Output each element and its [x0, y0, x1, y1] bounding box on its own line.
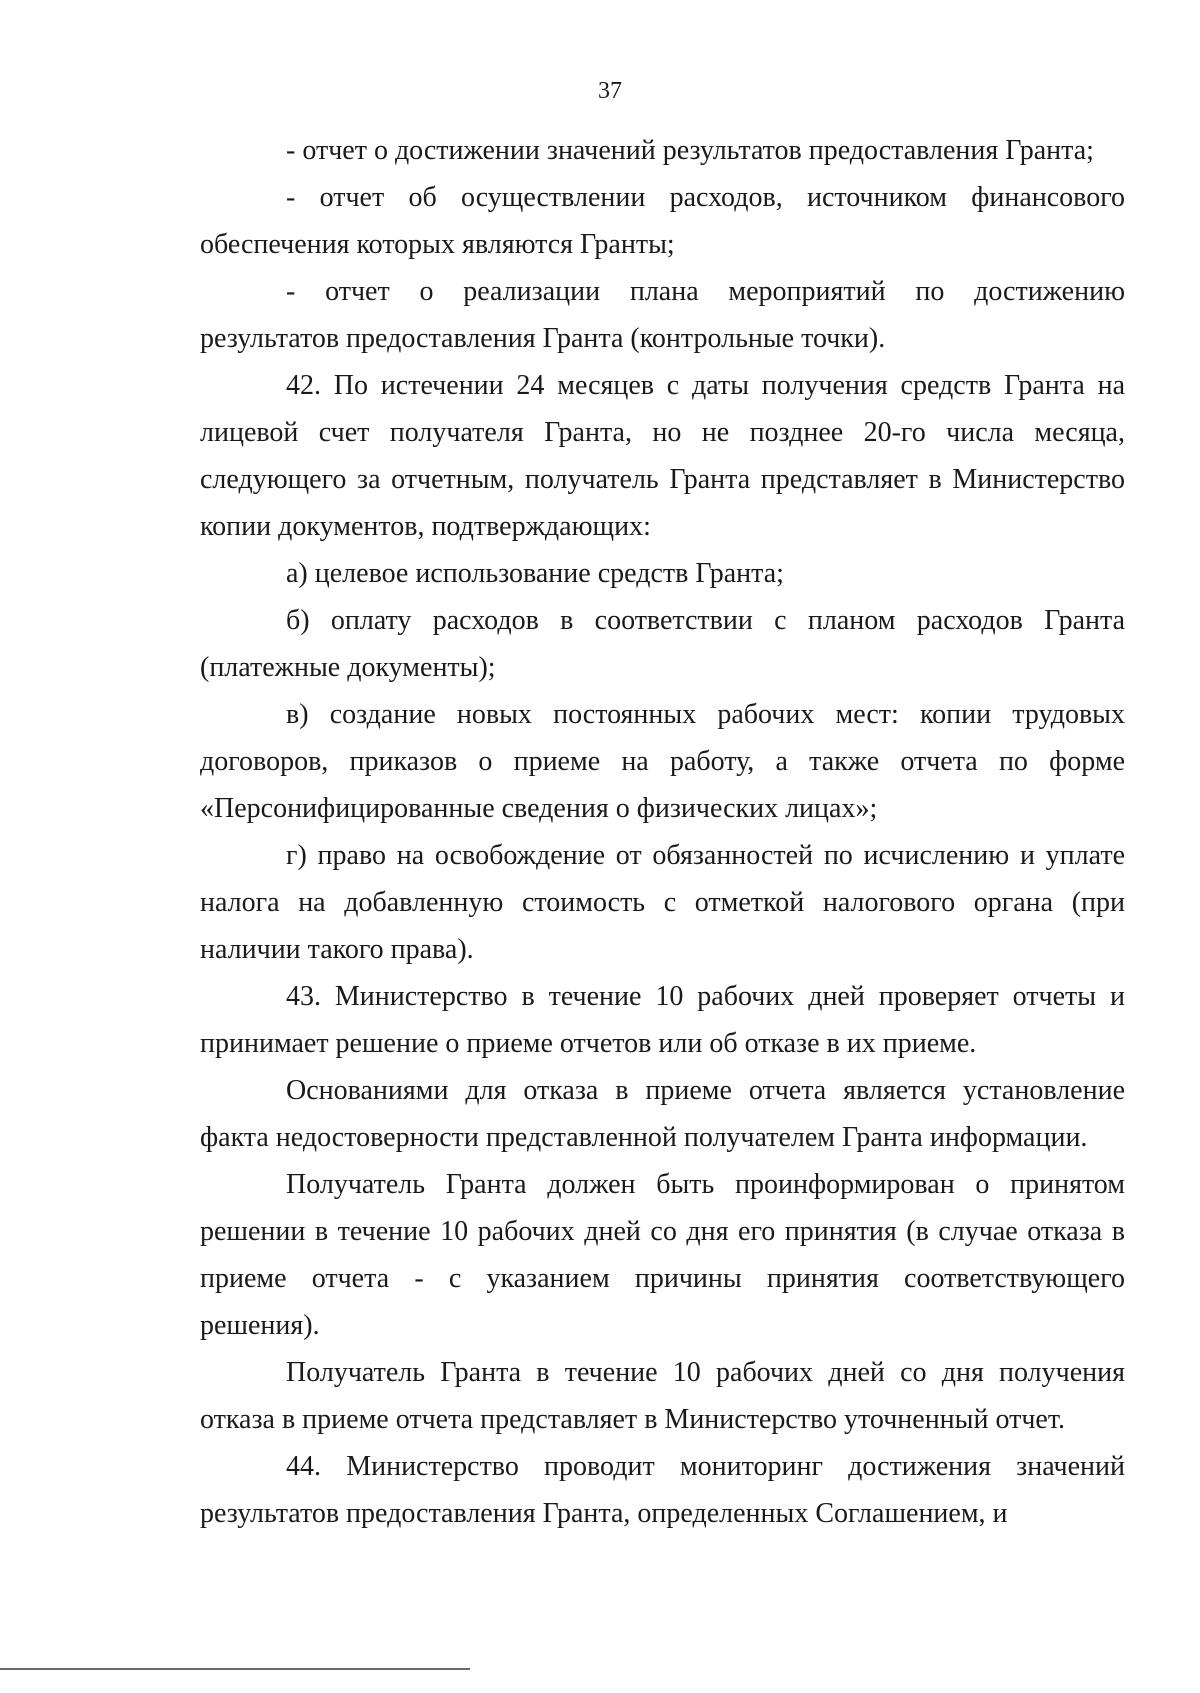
text-line: 44. Министерство проводит мониторинг достижения значений — [286, 1451, 1125, 1482]
paragraph — [200, 1443, 1125, 1537]
text-line: (платежные документы); — [200, 652, 496, 683]
text-line: - отчет о достижении значений результатов предоставления Гранта; — [286, 135, 1094, 166]
text-line: - отчет об осуществлении расходов, источником финансового — [286, 182, 1125, 213]
paragraph — [200, 1349, 1125, 1443]
text-line: Получатель Гранта должен быть проинформирован о принятом — [286, 1169, 1125, 1200]
text-line: «Персонифицированные сведения о физических лицах»; — [200, 793, 878, 824]
text-line: факта недостоверности представленной получателем Гранта информации. — [200, 1122, 1088, 1153]
text-line: лицевой счет получателя Гранта, но не позднее 20-го числа месяца, — [200, 417, 1125, 448]
paragraph — [200, 362, 1125, 550]
text-line: принимает решение о приеме отчетов или об отказе в их приеме. — [200, 1028, 977, 1059]
footer-rule — [0, 1668, 470, 1670]
text-line: б) оплату расходов в соответствии с планом расходов Гранта — [286, 605, 1125, 636]
text-line: в) создание новых постоянных рабочих мест: копии трудовых — [286, 699, 1125, 730]
paragraph — [200, 597, 1125, 691]
text-line: 43. Министерство в течение 10 рабочих дней проверяет отчеты и — [286, 981, 1125, 1012]
text-line: Получатель Гранта в течение 10 рабочих дней со дня получения — [286, 1357, 1125, 1388]
paragraph — [200, 550, 1125, 597]
paragraph — [200, 127, 1125, 174]
text-line: г) право на освобождение от обязанностей по исчислению и уплате — [286, 840, 1125, 871]
text-line: обеспечения которых являются Гранты; — [200, 229, 675, 260]
text-line: приеме отчета - с указанием причины принятия соответствующего — [200, 1263, 1125, 1294]
text-line: результатов предоставления Гранта, определенных Соглашением, и — [200, 1498, 1008, 1529]
document-body — [200, 127, 1125, 1537]
text-line: решении в течение 10 рабочих дней со дня его принятия (в случае отказа в — [200, 1216, 1125, 1247]
paragraph — [200, 1067, 1125, 1161]
text-line: 42. По истечении 24 месяцев с даты получения средств Гранта на — [286, 370, 1125, 401]
text-line: договоров, приказов о приеме на работу, а также отчета по форме — [200, 746, 1125, 777]
paragraph — [200, 174, 1125, 268]
paragraph — [200, 973, 1125, 1067]
text-line: а) целевое использование средств Гранта; — [286, 558, 784, 589]
text-line: копии документов, подтверждающих: — [200, 511, 651, 542]
paragraph — [200, 832, 1125, 973]
text-line: Основаниями для отказа в приеме отчета является установление — [286, 1075, 1125, 1106]
paragraph — [200, 1161, 1125, 1349]
text-line: - отчет о реализации плана мероприятий по достижению — [286, 276, 1125, 307]
text-line: налога на добавленную стоимость с отметкой налогового органа (при — [200, 887, 1125, 918]
page-number: 37 — [598, 78, 622, 104]
paragraph — [200, 268, 1125, 362]
text-line: решения). — [200, 1310, 320, 1341]
text-line: наличии такого права). — [200, 934, 474, 965]
text-line: результатов предоставления Гранта (контрольные точки). — [200, 323, 886, 354]
text-line: отказа в приеме отчета представляет в Министерство уточненный отчет. — [200, 1404, 1065, 1435]
paragraph — [200, 691, 1125, 832]
text-line: следующего за отчетным, получатель Гранта представляет в Министерство — [200, 464, 1125, 495]
